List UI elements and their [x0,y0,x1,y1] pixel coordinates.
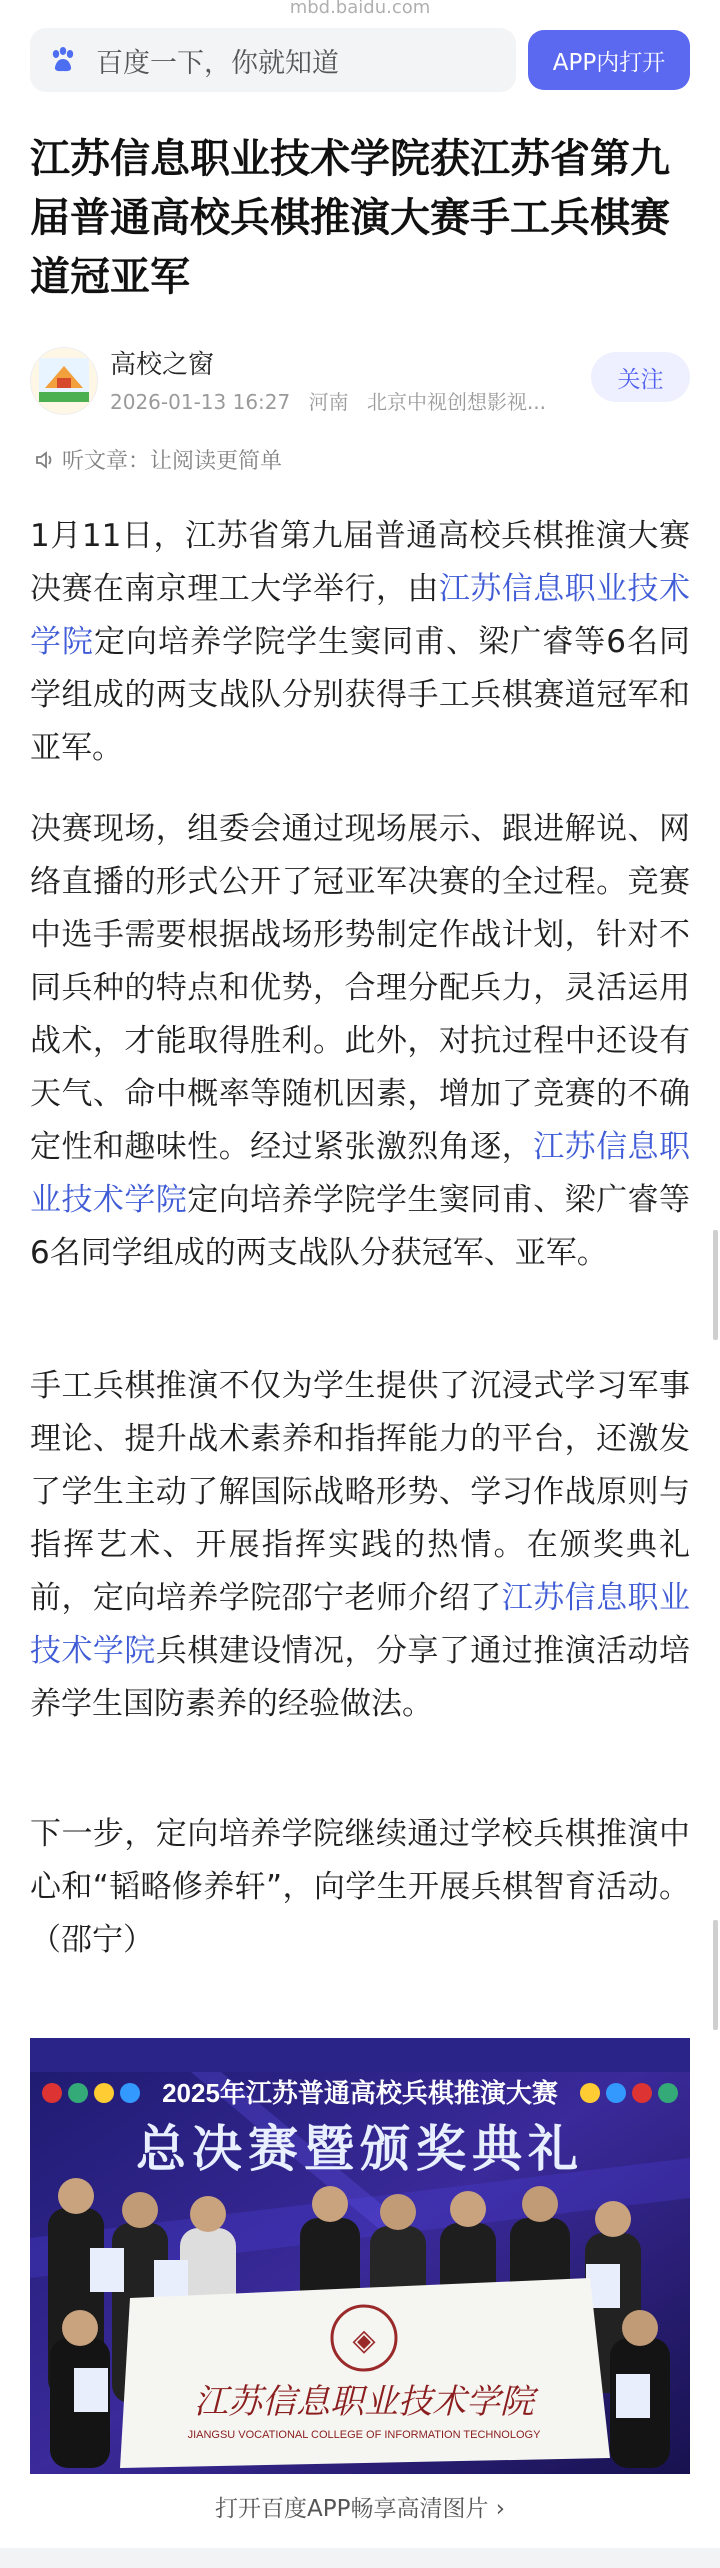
author-name[interactable]: 高校之窗 [110,350,215,380]
paragraph-1-text-end: 定向培养学院学生窦同甫、梁广睿等6名同学组成的两支战队分别获得手工兵棋赛道冠军和亚军。 [30,624,690,766]
author-row [30,344,690,424]
search-box[interactable] [30,28,516,92]
paragraph-3 [30,1360,690,1731]
open-in-app-button[interactable]: APP内打开 [528,30,690,90]
flag-school-english: JIANGSU VOCATIONAL COLLEGE OF INFORMATION TECHNOLOGY [187,2429,541,2441]
paragraph-1 [30,510,690,775]
top-bar [0,0,720,100]
school-link[interactable]: 江苏信息职业技术学院 [30,1580,690,1669]
article-title: 江苏信息职业技术学院获江苏省第九届普通高校兵棋推演大赛手工兵棋赛道冠亚军 [30,136,670,300]
paragraph-2-text: 决赛现场，组委会通过现场展示、跟进解说、网络直播的形式公开了冠亚军决赛的全过程。竞赛中选手需要根据战场形势制定作战计划，针对不同兵种的特点和优势，合理分配兵力，灵活运用战术，才能取得胜利。此外，对抗过程中还设有天气、命中概率等随机因素，增加了竞赛的不确定性和趣味性。经过紧张激烈角逐， [30,811,690,1165]
photo-banner-text: 2025年江苏普通高校兵棋推演大赛 [162,2078,558,2108]
open-app-hd-photo-link[interactable]: 打开百度APP畅享高清图片 › [215,2496,505,2522]
search-placeholder: 百度一下，你就知道 [96,47,339,79]
scroll-indicator [713,1230,718,1340]
scroll-indicator [713,1920,718,2030]
author-org: 北京中视创想影视... [366,390,547,414]
award-ceremony-photo [30,2038,690,2474]
flag-school-name: 江苏信息职业技术学院 [194,2382,534,2422]
baidu-paw-icon [48,45,78,75]
url-hint: mbd.baidu.com [289,0,431,18]
paragraph-3-text-end: 兵棋建设情况，分享了通过推演活动培养学生国防素养的经验做法。 [30,1633,691,1722]
paragraph-2-text-end: 定向培养学院学生窦同甫、梁广睿等6名同学组成的两支战队分获冠军、亚军。 [30,1182,690,1271]
photo-subtitle-text: 总决赛暨颁奖典礼 [136,2119,584,2178]
paragraph-3-text: 手工兵棋推演不仅为学生提供了沉浸式学习军事理论、提升战术素养和指挥能力的平台，还激发了学生主动了解国际战略形势、学习作战原则与指挥艺术、开展指挥实践的热情。在颁奖典礼前，定向培养学院邵宁老师介绍了 [30,1368,690,1616]
author-avatar[interactable] [30,347,98,415]
seal-mark-icon: ◈ [352,2323,376,2358]
listen-label: 听文章：让阅读更简单 [62,449,283,474]
listen-article-button[interactable] [34,444,282,475]
school-link[interactable]: 江苏信息职业技术学院 [30,1129,691,1218]
publish-location: 河南 [308,390,349,414]
paragraph-1-text: 1月11日，江苏省第九届普通高校兵棋推演大赛决赛在南京理工大学举行，由 [30,518,690,607]
article-photo[interactable] [30,2038,690,2474]
avatar-logo-icon [31,348,97,414]
speaker-icon [34,449,56,471]
author-meta [110,386,580,415]
publish-datetime: 2026-01-13 16:27 [110,390,291,414]
school-link[interactable]: 江苏信息职业技术学院 [30,571,691,660]
bottom-strip [0,2548,720,2568]
paragraph-2 [30,803,690,1280]
paragraph-4: 下一步，定向培养学院继续通过学校兵棋推演中心和“韬略修养轩”，向学生开展兵棋智育活动。（邵宁） [30,1816,690,1958]
follow-button[interactable]: 关注 [591,352,690,402]
